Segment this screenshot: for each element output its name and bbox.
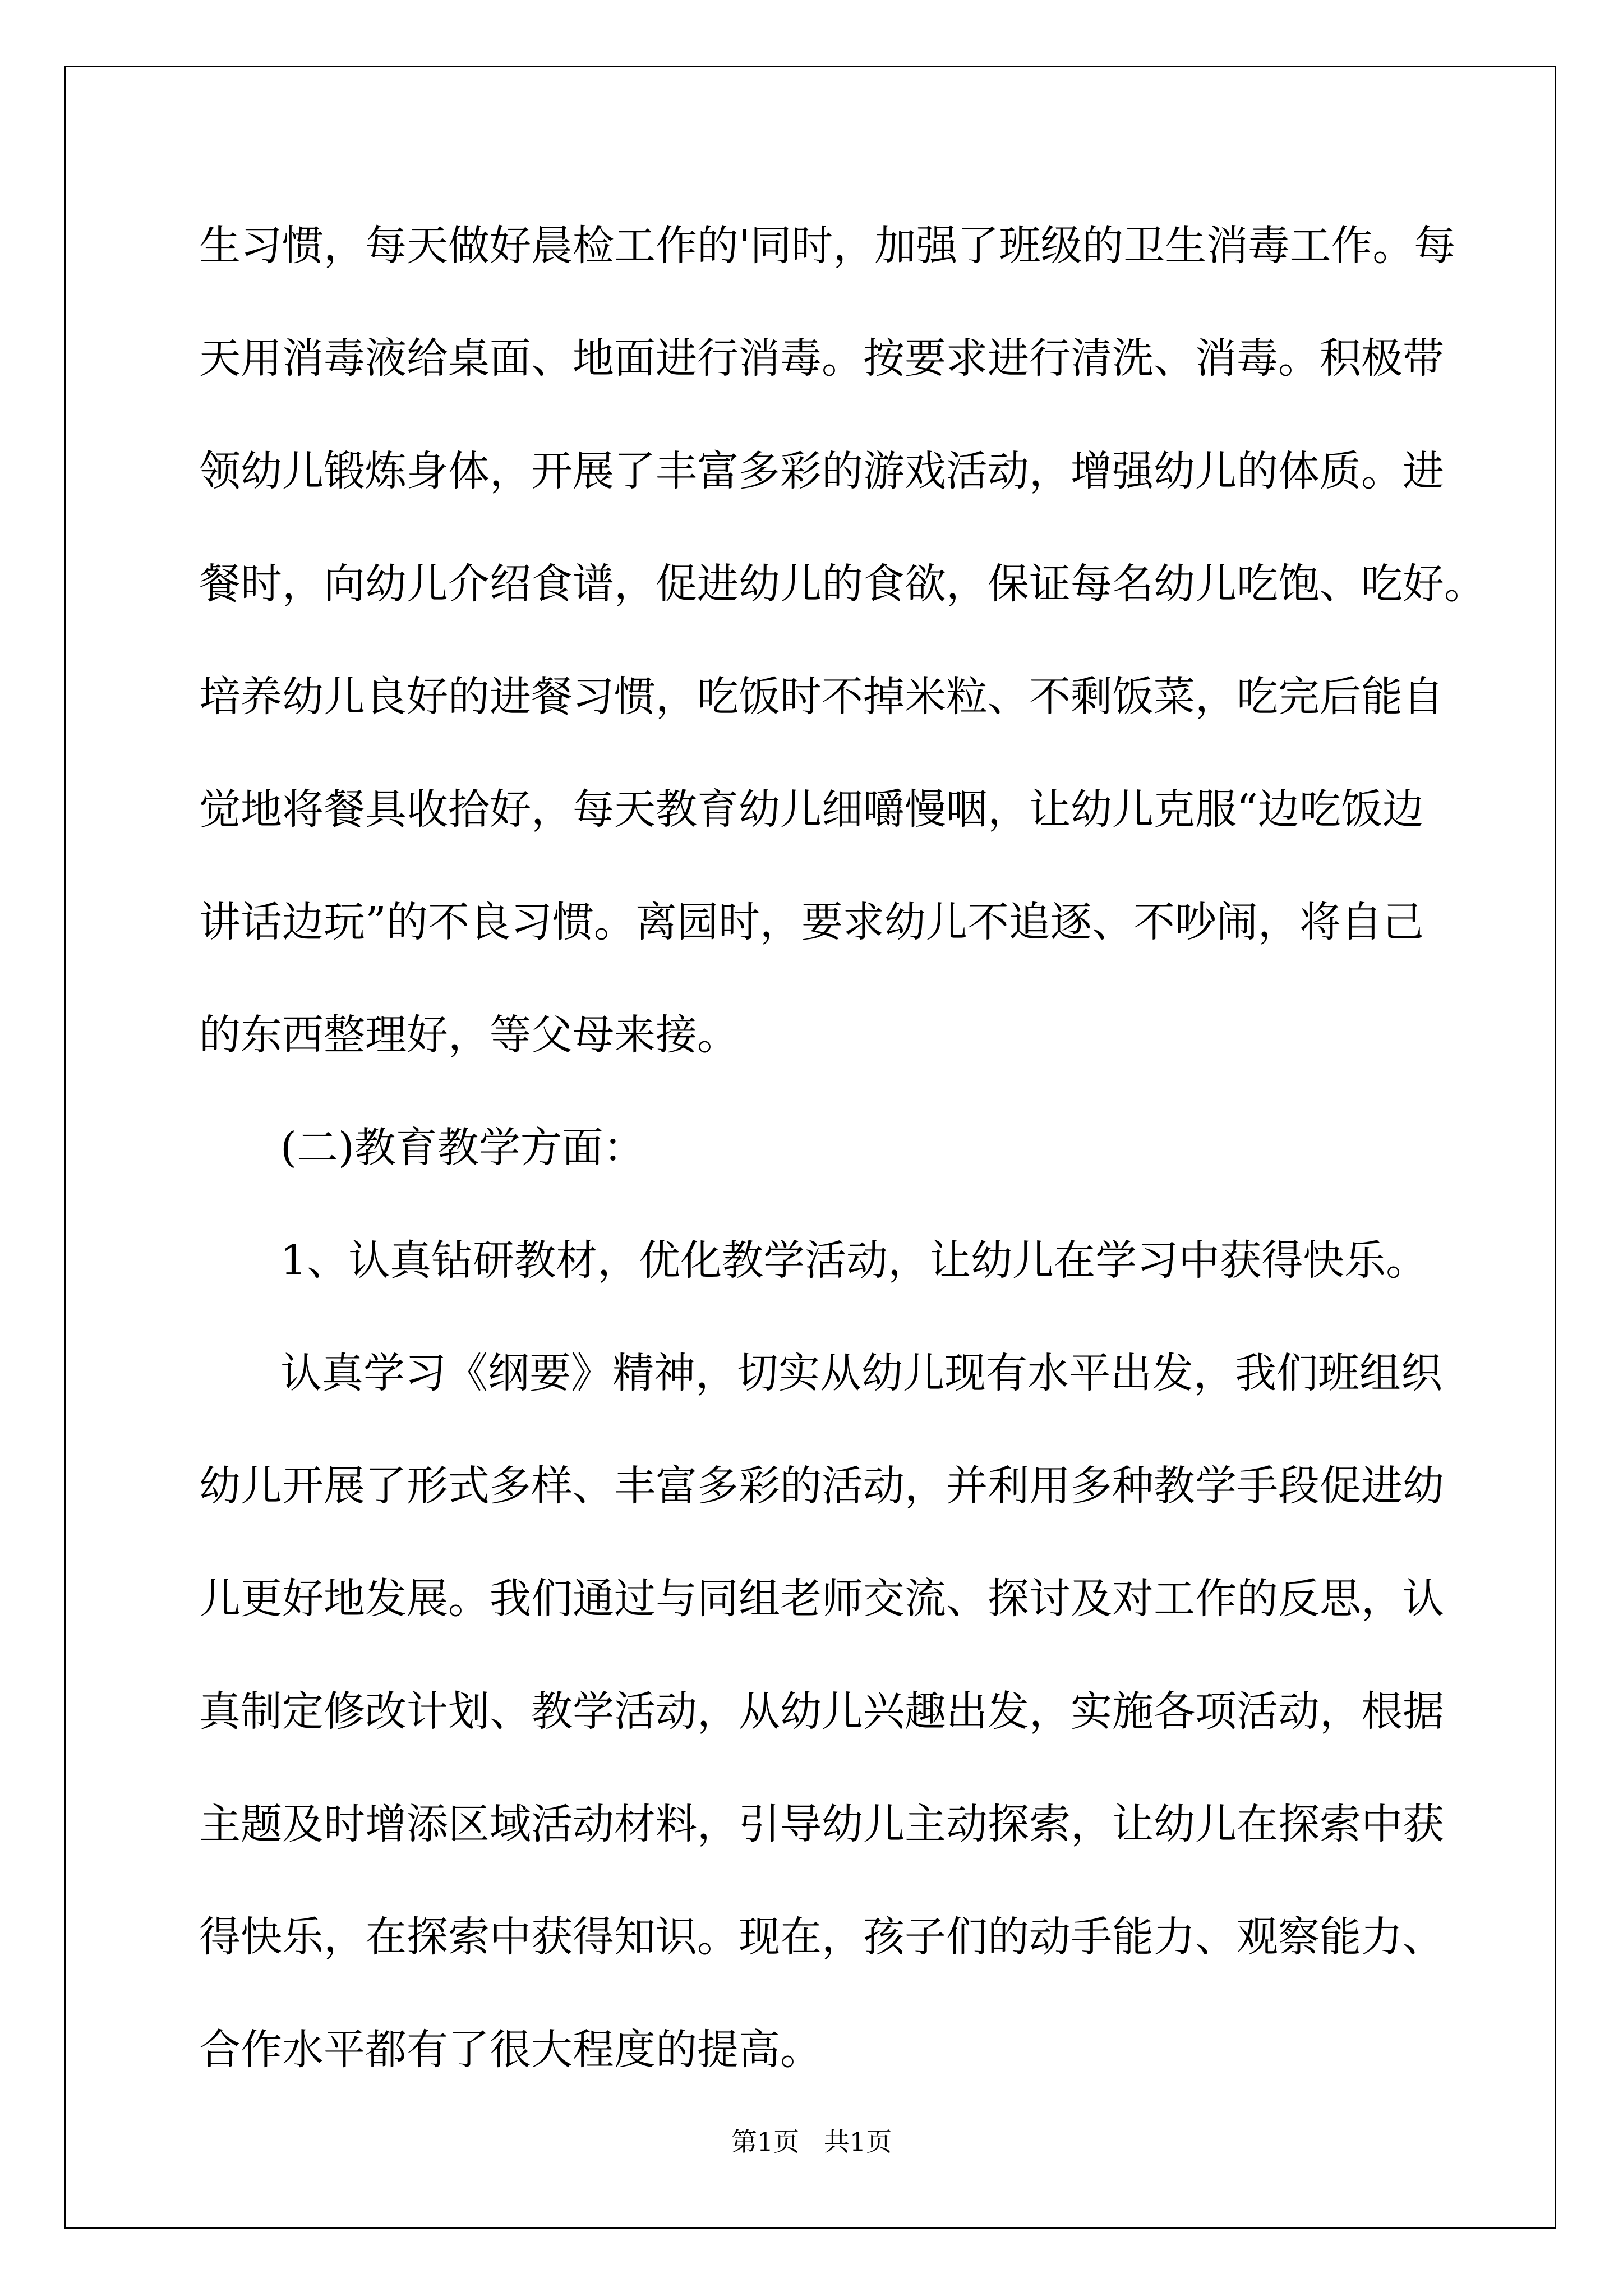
paragraph-line: 真制定修改计划、教学活动，从幼儿兴趣出发，实施各项活动，根据	[199, 1687, 1444, 1736]
paragraph-line: 认真学习《纲要》精神，切实从幼儿现有水平出发，我们班组织	[280, 1349, 1442, 1397]
paragraph-line: 领幼儿锻炼身体，开展了丰富多彩的游戏活动，增强幼儿的体质。进	[199, 447, 1444, 495]
paragraph-line: 的东西整理好，等父母来接。	[199, 1011, 739, 1059]
paragraph-line: 幼儿开展了形式多样、丰富多彩的活动，并利用多种教学手段促进幼	[199, 1462, 1444, 1510]
paragraph-line: 餐时，向幼儿介绍食谱，促进幼儿的食欲，保证每名幼儿吃饱、吃好。	[199, 560, 1486, 608]
paragraph-line: 天用消毒液给桌面、地面进行消毒。按要求进行清洗、消毒。积极带	[199, 334, 1444, 383]
page-footer: 第1页 共1页	[731, 2127, 892, 2157]
paragraph-line: 培养幼儿良好的进餐习惯，吃饭时不掉米粒、不剩饭菜，吃完后能自	[199, 673, 1444, 721]
paragraph-line: 讲话边玩”的不良习惯。离园时，要求幼儿不追逐、不吵闹，将自己	[199, 898, 1424, 946]
paragraph-line: 儿更好地发展。我们通过与同组老师交流、探讨及对工作的反思，认	[199, 1575, 1444, 1623]
paragraph-line: 生习惯，每天做好晨检工作的'同时，加强了班级的卫生消毒工作。每	[199, 222, 1456, 270]
subsection-heading: 1、认真钻研教材，优化教学活动，让幼儿在学习中获得快乐。	[280, 1236, 1428, 1285]
section-heading: (二)教育教学方面：	[280, 1124, 645, 1172]
paragraph-line: 觉地将餐具收拾好，每天教育幼儿细嚼慢咽，让幼儿克服“边吃饭边	[199, 785, 1424, 834]
paragraph-line: 合作水平都有了很大程度的提高。	[199, 2026, 822, 2074]
paragraph-line: 主题及时增添区域活动材料，引导幼儿主动探索，让幼儿在探索中获	[199, 1800, 1444, 1848]
paragraph-line: 得快乐，在探索中获得知识。现在，孩子们的动手能力、观察能力、	[199, 1913, 1444, 1961]
